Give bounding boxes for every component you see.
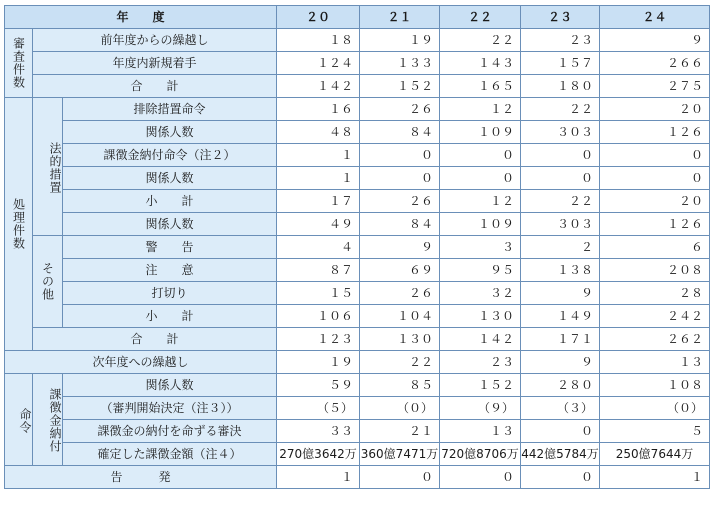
cell-value: ２２ <box>360 351 440 374</box>
group-label-shinsa: 審査件数 <box>5 29 33 98</box>
row-label: 合 計 <box>33 75 277 98</box>
cell-value: １４９ <box>521 305 600 328</box>
row-label: 関係人数 <box>63 213 277 236</box>
cell-value: 442億5784万 <box>521 443 600 466</box>
header-year-label: 年 度 <box>5 6 277 29</box>
table-row <box>5 420 710 443</box>
table-row <box>5 236 710 259</box>
cell-value: 250億7644万 <box>600 443 710 466</box>
cell-value: ３２ <box>440 282 521 305</box>
cell-value: ９５ <box>440 259 521 282</box>
row-label: 告 発 <box>5 466 277 489</box>
row-label: （審判開始決定（注３）） <box>63 397 277 420</box>
table-row <box>5 328 710 351</box>
cell-value: （０） <box>600 397 710 420</box>
cell-value: １３ <box>440 420 521 443</box>
cell-value: ４ <box>277 236 360 259</box>
cell-value: １３８ <box>521 259 600 282</box>
row-label: 次年度への繰越し <box>5 351 277 374</box>
row-label: 小 計 <box>63 305 277 328</box>
cell-value: ２２ <box>521 190 600 213</box>
table-row <box>5 190 710 213</box>
cell-value: ６ <box>600 236 710 259</box>
cell-value: １０９ <box>440 213 521 236</box>
cell-value: ９ <box>600 29 710 52</box>
cell-value: １２６ <box>600 121 710 144</box>
cell-value: １３０ <box>360 328 440 351</box>
cell-value: １５７ <box>521 52 600 75</box>
cell-value: ２８０ <box>521 374 600 397</box>
cell-value: ４８ <box>277 121 360 144</box>
row-label: 合 計 <box>33 328 277 351</box>
table-row <box>5 259 710 282</box>
row-label: 排除措置命令 <box>63 98 277 121</box>
row-label: 注 意 <box>63 259 277 282</box>
cell-value: 270億3642万 <box>277 443 360 466</box>
row-label: 関係人数 <box>63 121 277 144</box>
cell-value: １５２ <box>360 75 440 98</box>
cell-value: ２７５ <box>600 75 710 98</box>
cell-value: ０ <box>600 144 710 167</box>
cell-value: ８４ <box>360 213 440 236</box>
row-label: 課徴金の納付を命ずる審決 <box>63 420 277 443</box>
table-row <box>5 397 710 420</box>
cell-value: ２６ <box>360 282 440 305</box>
cell-value: ９ <box>521 282 600 305</box>
cell-value: １８０ <box>521 75 600 98</box>
cell-value: １ <box>277 144 360 167</box>
cell-value: １２ <box>440 190 521 213</box>
cell-value: ２３ <box>440 351 521 374</box>
row-label: 年度内新規着手 <box>33 52 277 75</box>
cell-value: １８ <box>277 29 360 52</box>
cell-value: ３ <box>440 236 521 259</box>
cell-value: ０ <box>600 167 710 190</box>
cell-value: １９ <box>360 29 440 52</box>
cell-value: １６ <box>277 98 360 121</box>
group-label-sonota: その他 <box>33 236 63 328</box>
cell-value: ２６２ <box>600 328 710 351</box>
cell-value: １０６ <box>277 305 360 328</box>
cell-value: １３ <box>600 351 710 374</box>
cell-value: ５ <box>600 420 710 443</box>
table-row <box>5 351 710 374</box>
cell-value: １ <box>277 167 360 190</box>
row-label: 打切り <box>63 282 277 305</box>
cell-value: ２０ <box>600 98 710 121</box>
table-row <box>5 52 710 75</box>
cell-value: １７ <box>277 190 360 213</box>
cell-value: １０８ <box>600 374 710 397</box>
cell-value: ８４ <box>360 121 440 144</box>
table-row <box>5 144 710 167</box>
cell-value: ０ <box>521 167 600 190</box>
cell-value: ２２ <box>440 29 521 52</box>
table-row <box>5 75 710 98</box>
row-label: 小 計 <box>63 190 277 213</box>
table-row <box>5 305 710 328</box>
cell-value: ０ <box>521 466 600 489</box>
header-row <box>5 6 710 29</box>
year-header: ２４ <box>600 6 710 29</box>
cell-value: 360億7471万 <box>360 443 440 466</box>
cell-value: ２１ <box>360 420 440 443</box>
cell-value: ２６６ <box>600 52 710 75</box>
cell-value: ４９ <box>277 213 360 236</box>
table-row <box>5 443 710 466</box>
cell-value: ２８ <box>600 282 710 305</box>
cell-value: ０ <box>360 167 440 190</box>
cell-value: １２６ <box>600 213 710 236</box>
cell-value: ２０ <box>600 190 710 213</box>
group-label-meirei: 命令 <box>5 374 33 466</box>
cell-value: ０ <box>360 144 440 167</box>
cell-value: （５） <box>277 397 360 420</box>
cell-value: １４２ <box>440 328 521 351</box>
cell-value: ６９ <box>360 259 440 282</box>
table-row <box>5 121 710 144</box>
cell-value: ２６ <box>360 98 440 121</box>
row-label: 警 告 <box>63 236 277 259</box>
cell-value: １ <box>600 466 710 489</box>
table-row <box>5 374 710 397</box>
cell-value: ２ <box>521 236 600 259</box>
table-row <box>5 466 710 489</box>
cell-value: １９ <box>277 351 360 374</box>
cell-value: ０ <box>440 167 521 190</box>
year-header: ２３ <box>521 6 600 29</box>
cell-value: ２０８ <box>600 259 710 282</box>
cell-value: ５９ <box>277 374 360 397</box>
cell-value: １２４ <box>277 52 360 75</box>
cell-value: （９） <box>440 397 521 420</box>
cell-value: ０ <box>521 420 600 443</box>
year-header: ２２ <box>440 6 521 29</box>
cell-value: ３０３ <box>521 121 600 144</box>
cell-value: （３） <box>521 397 600 420</box>
cell-value: ０ <box>521 144 600 167</box>
cell-value: １５２ <box>440 374 521 397</box>
cell-value: ２２ <box>521 98 600 121</box>
row-label: 課徴金納付命令（注２） <box>63 144 277 167</box>
cell-value: １６５ <box>440 75 521 98</box>
cell-value: ３３ <box>277 420 360 443</box>
cell-value: ９ <box>360 236 440 259</box>
cell-value: ２３ <box>521 29 600 52</box>
cell-value: １３０ <box>440 305 521 328</box>
cell-value: （０） <box>360 397 440 420</box>
row-label: 関係人数 <box>63 374 277 397</box>
row-label: 前年度からの繰越し <box>33 29 277 52</box>
table-row <box>5 167 710 190</box>
cell-value: ９ <box>521 351 600 374</box>
year-header: ２１ <box>360 6 440 29</box>
cell-value: ０ <box>440 144 521 167</box>
cell-value: ８７ <box>277 259 360 282</box>
cell-value: ２６ <box>360 190 440 213</box>
group-label-kachoukin: 課徴金納付 <box>33 374 63 466</box>
enforcement-statistics-table <box>4 5 710 489</box>
year-header: ２０ <box>277 6 360 29</box>
group-label-houteki: 法的措置 <box>33 98 63 236</box>
cell-value: ３０３ <box>521 213 600 236</box>
cell-value: １７１ <box>521 328 600 351</box>
cell-value: ０ <box>360 466 440 489</box>
cell-value: １２３ <box>277 328 360 351</box>
cell-value: １２ <box>440 98 521 121</box>
table-row <box>5 213 710 236</box>
cell-value: １０４ <box>360 305 440 328</box>
cell-value: １５ <box>277 282 360 305</box>
group-label-shori: 処理件数 <box>5 98 33 351</box>
cell-value: ２４２ <box>600 305 710 328</box>
cell-value: ８５ <box>360 374 440 397</box>
row-label: 確定した課徴金額（注４） <box>63 443 277 466</box>
row-label: 関係人数 <box>63 167 277 190</box>
table-row <box>5 282 710 305</box>
cell-value: １ <box>277 466 360 489</box>
cell-value: 720億8706万 <box>440 443 521 466</box>
cell-value: １３３ <box>360 52 440 75</box>
table-row <box>5 98 710 121</box>
cell-value: １４３ <box>440 52 521 75</box>
cell-value: １０９ <box>440 121 521 144</box>
table-row <box>5 29 710 52</box>
cell-value: １４２ <box>277 75 360 98</box>
cell-value: ０ <box>440 466 521 489</box>
